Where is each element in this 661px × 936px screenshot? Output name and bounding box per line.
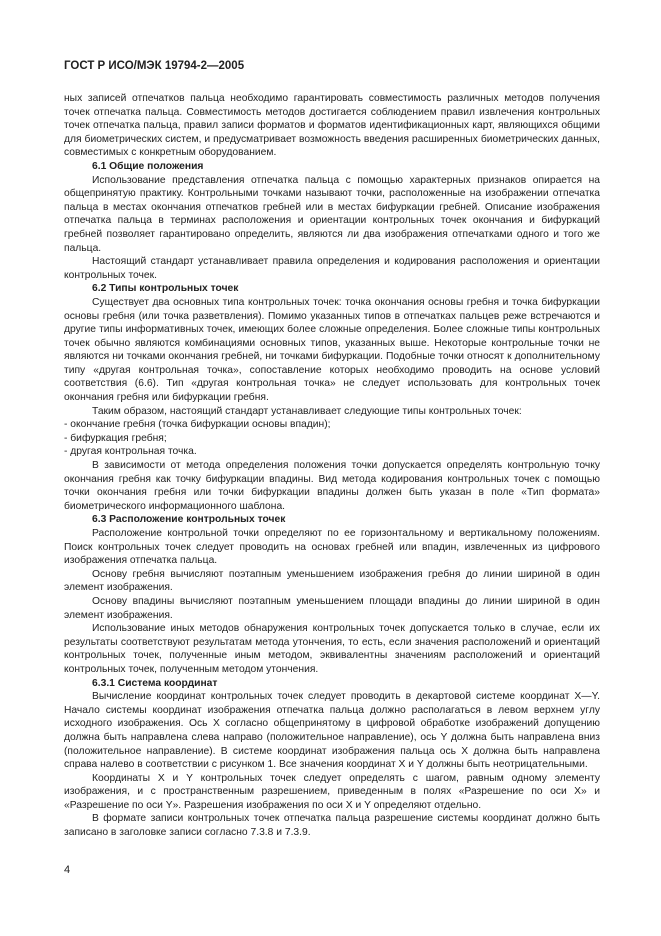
page-number: 4 — [64, 864, 71, 876]
paragraph: Использование представления отпечатка пальца с помощью характерных признаков опирается на общепринятую практику. Контрольными точками называют точки, расположенные на изображении отпечатка пальца в местах окончания отпечатков гребней или в местах бифуркации гребней. Описание изображения отпечатка пальца в терминах расположения и ориентации контрольных точек окончания и бифуркаций гребней позволяет гарантировано определить, являются ли два изображения отпечатками одного и того же пальца. — [64, 174, 600, 254]
paragraph: В формате записи контрольных точек отпечатка пальца разрешение системы координат должно быть записано в заголовке записи согласно 7.3.8 и 7.3.9. — [64, 813, 600, 839]
paragraph: В зависимости от метода определения положения точки допускается определять контрольную точку окончания гребня как точку бифуркации впадины. Вид метода кодирования контрольных точек с помощью точки окончания гребня или точки бифуркации впадины должен быть указан в поле «Тип формата» биометрического информационного шаблона. — [64, 460, 600, 512]
paragraph: Основу гребня вычисляют поэтапным уменьшением изображения гребня до линии шириной в один элемент изображения. — [64, 568, 600, 594]
paragraph: Расположение контрольной точки определяют по ее горизонтальному и вертикальному положениям. Поиск контрольных точек следует проводить на основах гребней или впадин, извлеченных из цифрового изображения отпечатка пальца. — [64, 528, 600, 567]
paragraph: Настоящий стандарт устанавливает правила определения и кодирования расположения и ориентации контрольных точек. — [64, 256, 600, 281]
paragraph: Координаты X и Y контрольных точек следует определять с шагом, равным одному элементу изображения, и с пространственным разрешением, приведенным в полях «Разрешение по оси X» и «Разрешение по оси Y». Разрешения изображения по оси X и Y определяют отдельно. — [64, 772, 600, 811]
paragraph: Основу впадины вычисляют поэтапным уменьшением площади впадины до линии шириной в один элемент изображения. — [64, 595, 600, 621]
paragraph: Существует два основных типа контрольных точек: точка окончания основы гребня и точка бифуркации основы гребня (или точка разветвления). Помимо указанных типов в отпечатках пальцев реже встречаются и другие типы информативных точек, имеющих более сложные определения. Более сложные типы контрольных точек обычно являются комбинациями основных типов, указанных выше. Некоторые контрольные точки не являются ни точками окончания гребней, ни точками бифуркации. Подобные точки относят к дополнительному типу «другая контрольная точка», сопоставление которых необходимо проводить на основе условий соответствия (6.6). Тип «другая контрольная точка» не следует использовать для контрольных точек окончания гребня или бифуркации гребня. — [64, 296, 600, 404]
document-body — [64, 92, 600, 840]
list-item: - другая контрольная точка. — [64, 446, 197, 458]
paragraph: Вычисление координат контрольных точек следует проводить в декартовой системе координат X—Y. Начало системы координат изображения отпечатка пальца должно располагаться в левом верхнем углу исходного изображения. Ось X согласно общепринятому в цифровой обработке изображений допущению должна быть направлена слева направо (положительное направление), ось Y должна быть направлена вниз (положительное направление). В системе координат изображения пальца ось X должна быть направлена справа налево в соответствии с рисунком 1. Все значения координат X и Y должны быть неотрицательными. — [64, 691, 600, 771]
list-item: - бифуркация гребня; — [64, 432, 167, 444]
document-header: ГОСТ Р ИСО/МЭК 19794-2—2005 — [64, 60, 245, 72]
section-heading-6-3-1: 6.3.1 Система координат — [92, 677, 218, 689]
section-heading-6-1: 6.1 Общие положения — [92, 160, 204, 172]
paragraph-intro: ных записей отпечатков пальца необходимо гарантировать совместимость различных методов получения точек отпечатка пальца. Совместимость методов достигается соблюдением правил извлечения контрольных точек отпечатка пальца, правил записи форматов и форматов идентификационных карт, являющихся общими для биометрических систем, и предусматривает возможность введения расширенных биометрических данных, совместимых с конкретным оборудованием. — [64, 93, 600, 159]
paragraph: Таким образом, настоящий стандарт устанавливает следующие типы контрольных точек: — [92, 405, 522, 417]
section-heading-6-2: 6.2 Типы контрольных точек — [92, 283, 239, 295]
section-heading-6-3: 6.3 Расположение контрольных точек — [92, 514, 286, 526]
list-item: - окончание гребня (точка бифуркации основы впадин); — [64, 419, 331, 431]
paragraph: Использование иных методов обнаружения контрольных точек допускается только в случае, если их результаты соответствуют результатам метода утончения, то есть, если значения расположений и ориентаций контрольных точек, полученные иным методом, эквивалентны значениям расположений и ориентаций контрольных точек, полученным методом утончения. — [64, 623, 600, 675]
